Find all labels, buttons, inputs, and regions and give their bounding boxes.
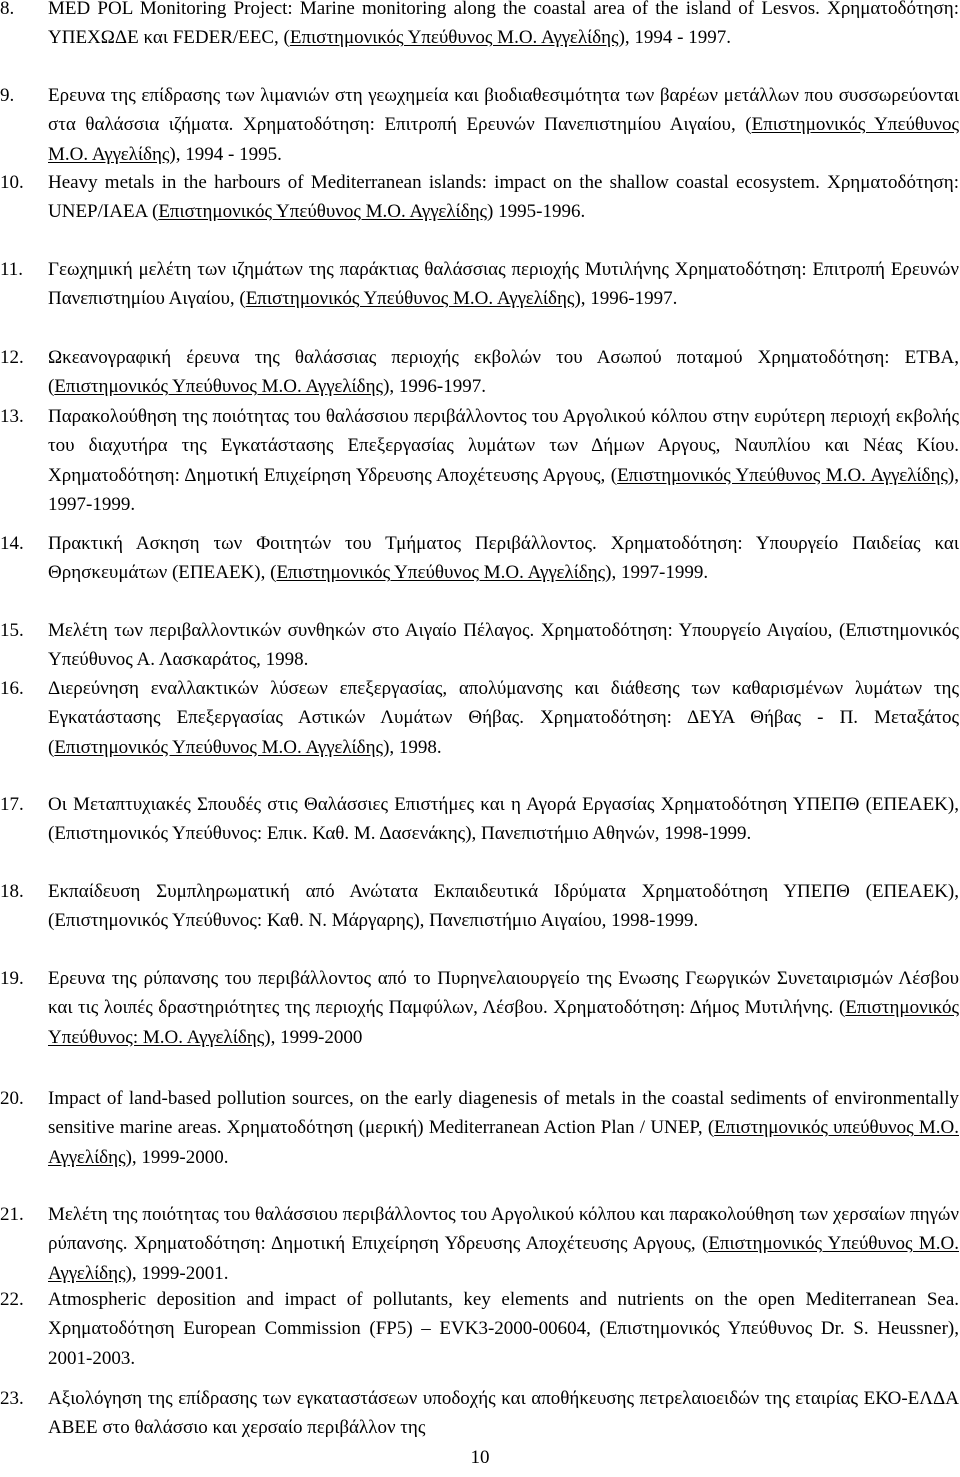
item-number: 17. xyxy=(0,794,24,815)
item-number: 15. xyxy=(0,620,24,641)
item-text-segment: Ερευνα της ρύπανσης του περιβάλλοντος από το Πυρηνελαιουργείο της Ενωσης Γεωργικών Συνεταιρισμών Λέσβου και τις λοιπές δραστηριότητες της περιοχής Παμφύλων, Λέσβου. Χρηματοδότηση: Δήμος Μυτιλήνης. ( xyxy=(48,968,959,1019)
item-number: 11. xyxy=(0,259,24,280)
underlined-responsible-person: Επιστημονικός Υπεύθυνος Μ.Ο. Αγγελίδης xyxy=(48,114,959,165)
underlined-responsible-person: Επιστημονικός Υπεύθυνος Μ.Ο. Αγγελίδης xyxy=(245,288,575,310)
item-number: 8. xyxy=(0,0,15,19)
item-text xyxy=(48,620,959,670)
item-text-segment: Παρακολούθηση της ποιότητας του θαλάσσιου περιβάλλοντος του Αργολικού κόλπου στην ευρύτερη περιοχή εκβολής του διαχυτήρα της Εγκατάστασης Επεξεργασίας λυμάτων των Δήμων Αργους, Ναυπλίου και Νέας Κίου. Χρηματοδότηση: Δημοτική Επιχείρηση Υδρευσης Αποχέτευσης Αργους, ( xyxy=(48,406,959,486)
item-number: 23. xyxy=(0,1388,24,1409)
item-number: 18. xyxy=(0,881,24,902)
underlined-responsible-person: Επιστημονικός Υπεύθυνος Μ.Ο. Αγγελίδης xyxy=(54,736,384,758)
item-text-segment: Atmospheric deposition and impact of pollutants, key elements and nutrients on the open Mediterranean Sea. Χρηματοδότηση European Commission (FP5) – EVK3-2000-00604, (Επιστημονικός Υπεύθυνος Dr. S. Heussner), 2001-2003. xyxy=(48,1289,959,1369)
underlined-responsible-person: Επιστημονικός υπεύθυνος Μ.Ο. Αγγελίδης xyxy=(48,1117,959,1168)
item-text-segment: Εκπαίδευση Συμπληρωματική από Ανώτατα Εκπαιδευτικά Ιδρύματα Χρηματοδότηση ΥΠΕΠΘ (ΕΠΕΑΕΚ), (Επιστημονικός Υπεύθυνος: Καθ. Ν. Μάργαρης), Πανεπιστήμιο Αιγαίου, 1998-1999. xyxy=(48,881,959,932)
project-item xyxy=(0,255,960,314)
item-text xyxy=(48,533,959,583)
item-text xyxy=(48,794,959,844)
project-item xyxy=(0,674,960,762)
item-number: 13. xyxy=(0,406,24,427)
project-item xyxy=(0,616,960,675)
item-text-segment: ), 1994 - 1997. xyxy=(618,27,731,49)
item-text xyxy=(48,0,959,48)
project-item xyxy=(0,168,960,227)
item-text xyxy=(48,678,959,758)
underlined-responsible-person: Επιστημονικός Υπεύθυνος Μ.Ο. Αγγελίδης xyxy=(617,464,948,486)
item-text-segment: MED POL Monitoring Project: Marine monitoring along the coastal area of the island of Lesvos. Χρηματοδότηση: ΥΠΕΧΩΔΕ και FEDER/EEC, ( xyxy=(48,0,959,49)
item-text-segment: ), 1994 - 1995. xyxy=(169,143,282,165)
item-number: 19. xyxy=(0,968,24,989)
item-text xyxy=(48,1204,959,1284)
item-text-segment: Μελέτη της ποιότητας του θαλάσσιου περιβάλλοντος του Αργολικού κόλπου και παρακολούθηση των χερσαίων πηγών ρύπανσης. Χρηματοδότηση: Δημοτική Επιχείρηση Υδρευσης Αποχέτευσης Αργους, ( xyxy=(48,1204,959,1255)
item-number: 9. xyxy=(0,85,15,106)
project-item xyxy=(0,343,960,402)
underlined-responsible-person: Επιστημονικός Υπεύθυνος Μ.Ο. Αγγελίδης xyxy=(289,27,619,49)
underlined-responsible-person: Επιστημονικός Υπεύθυνος Μ.Ο. Αγγελίδης xyxy=(48,1233,959,1284)
project-item xyxy=(0,1384,960,1443)
item-text-segment: Impact of land-based pollution sources, on the early diagenesis of metals in the coastal sediments of environmentally sensitive marine areas. Χρηματοδότηση (μερική) Mediterranean Action Plan / UNEP, ( xyxy=(48,1088,959,1139)
item-text-segment: ), 1996-1997. xyxy=(574,288,678,310)
project-item xyxy=(0,81,960,169)
underlined-responsible-person: Επιστημονικός Υπεύθυνος Μ.Ο. Αγγελίδης xyxy=(276,562,606,584)
item-text-segment: Πρακτική Ασκηση των Φοιτητών του Τμήματος Περιβάλλοντος. Χρηματοδότηση: Υπουργείο Παιδείας και Θρησκευμάτων (ΕΠΕΑΕΚ), ( xyxy=(48,533,959,584)
item-text-segment: ), 1999-2001. xyxy=(125,1262,229,1284)
item-text-segment: ), 1997-1999. xyxy=(48,464,959,515)
item-number: 16. xyxy=(0,678,24,699)
item-text-segment: Ωκεανογραφική έρευνα της θαλάσσιας περιοχής εκβολών του Ασωπού ποταμού Χρηματοδότηση: ETBA, ( xyxy=(48,347,959,398)
item-text-segment: Heavy metals in the harbours of Mediterranean islands: impact on the shallow coastal ecosystem. Χρηματοδότηση: UNEP/IAEA ( xyxy=(48,172,959,223)
item-text xyxy=(48,1289,959,1369)
item-number: 22. xyxy=(0,1289,24,1310)
item-text-segment: Διερεύνηση εναλλακτικών λύσεων επεξεργασίας, απολύμανσης και διάθεσης των καθαρισμένων λυμάτων της Εγκατάστασης Επεξεργασίας Αστικών Λυμάτων Θήβας. Χρηματοδότηση: ΔΕΥΑ Θήβας - Π. Μεταξάτος ( xyxy=(48,678,959,758)
item-text xyxy=(48,259,959,309)
item-number: 21. xyxy=(0,1204,24,1225)
item-text-segment: Μελέτη των περιβαλλοντικών συνθηκών στο Αιγαίο Πέλαγος. Χρηματοδότηση: Υπουργείο Αιγαίου, (Επιστημονικός Υπεύθυνος Α. Λασκαράτος, 1998. xyxy=(48,620,959,671)
project-item xyxy=(0,790,960,849)
item-number: 10. xyxy=(0,172,24,193)
item-text xyxy=(48,406,959,515)
item-text xyxy=(48,85,959,165)
item-text-segment: ), 1996-1997. xyxy=(383,376,486,398)
project-item xyxy=(0,1084,960,1172)
underlined-responsible-person: Επιστημονικός Υπεύθυνος Μ.Ο. Αγγελίδης xyxy=(158,201,488,223)
item-text-segment: ), 1999-2000. xyxy=(125,1146,229,1168)
item-text-segment: ), 1997-1999. xyxy=(605,562,709,584)
underlined-responsible-person: Επιστημονικός Υπεύθυνος: Μ.Ο. Αγγελίδης xyxy=(48,997,959,1048)
project-item xyxy=(0,1200,960,1288)
page-number: 10 xyxy=(470,1447,490,1468)
item-text-segment: Αξιολόγηση της επίδρασης των εγκαταστάσεων υποδοχής και αποθήκευσης πετρελαιοειδών της εταιρίας ΕΚΟ-ΕΛΔΑ ΑΒΕΕ στο θαλάσσιο και χερσαίο περιβάλλον της xyxy=(48,1388,959,1439)
item-text-segment: Οι Μεταπτυχιακές Σπουδές στις Θαλάσσιες Επιστήμες και η Αγορά Εργασίας Χρηματοδότηση ΥΠΕΠΘ (ΕΠΕΑΕΚ), (Επιστημονικός Υπεύθυνος: Επικ. Καθ. Μ. Δασενάκης), Πανεπιστήμιο Αθηνών, 1998-1999. xyxy=(48,794,959,845)
project-item xyxy=(0,877,960,936)
item-text-segment: Ερευνα της επίδρασης των λιμανιών στη γεωχημεία και βιοδιαθεσιμότητα των βαρέων μετάλλων που συσσωρεύονται στα θαλάσσια ιζήματα. Χρηματοδότηση: Επιτροπή Ερευνών Πανεπιστημίου Αιγαίου, ( xyxy=(48,85,959,136)
item-text-segment: Γεωχημική μελέτη των ιζημάτων της παράκτιας θαλάσσιας περιοχής Μυτιλήνης Χρηματοδότηση: Επιτροπή Ερευνών Πανεπιστημίου Αιγαίου, ( xyxy=(48,259,959,310)
item-number: 14. xyxy=(0,533,24,554)
item-text-segment: ), 1998. xyxy=(383,736,442,758)
item-text xyxy=(48,968,959,1048)
project-item xyxy=(0,964,960,1052)
project-item xyxy=(0,529,960,588)
item-text-segment: ), 1999-2000 xyxy=(264,1026,363,1048)
project-item xyxy=(0,402,960,519)
item-text xyxy=(48,347,959,397)
underlined-responsible-person: Επιστημονικός Υπεύθυνος Μ.Ο. Αγγελίδης xyxy=(54,376,384,398)
item-text xyxy=(48,881,959,931)
project-item xyxy=(0,0,960,53)
item-number: 12. xyxy=(0,347,24,368)
item-text xyxy=(48,1088,959,1168)
item-text xyxy=(48,172,959,222)
item-text xyxy=(48,1388,959,1438)
item-number: 20. xyxy=(0,1088,24,1109)
item-text-segment: ) 1995-1996. xyxy=(487,201,586,223)
project-item xyxy=(0,1285,960,1373)
